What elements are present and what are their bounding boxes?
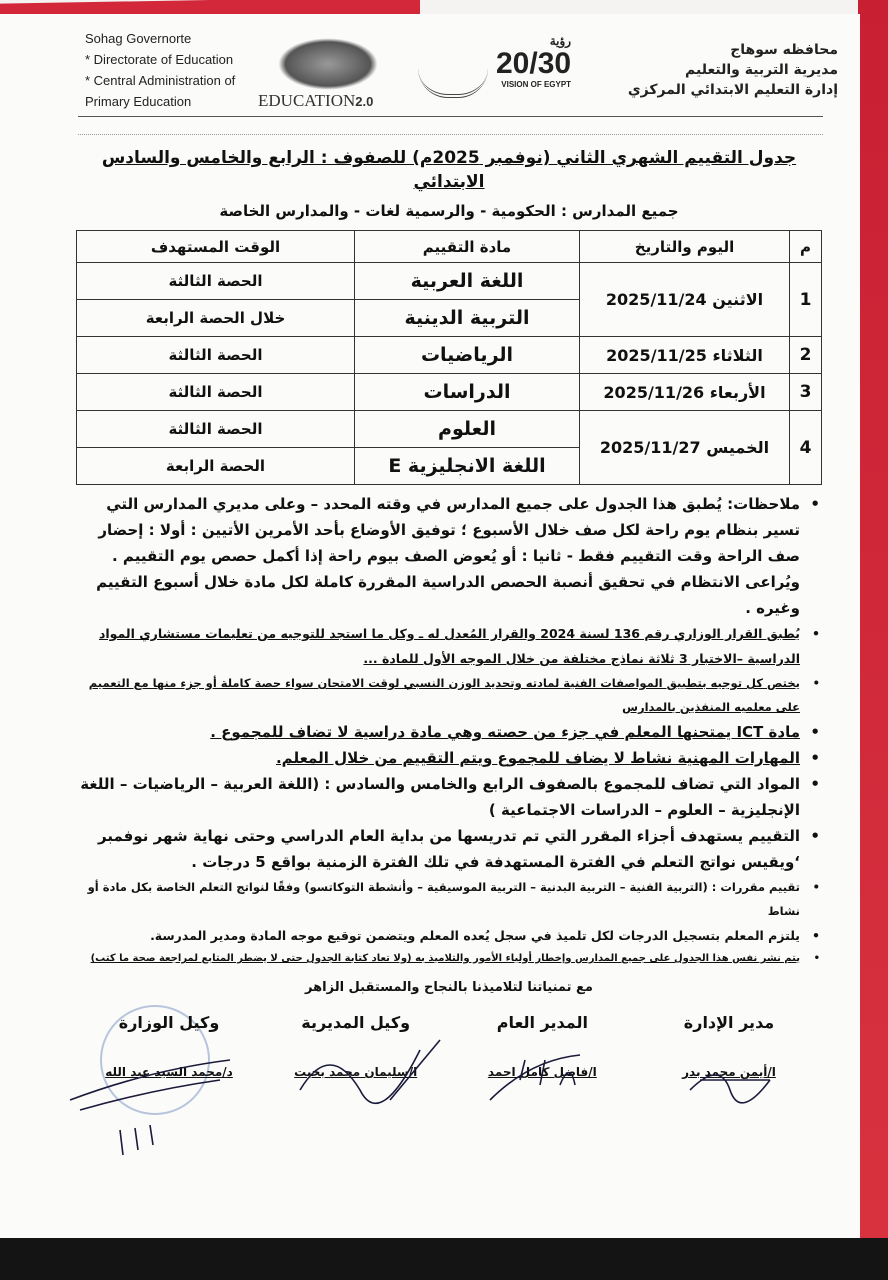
subject: الدراسات (355, 374, 580, 411)
closing-wish: مع تمنياتنا لتلاميذنا بالنجاح والمستقبل الزاهر (305, 980, 593, 995)
signature-block (271, 1012, 441, 1080)
column-header: الوقت المستهدف (77, 231, 355, 263)
subject: الرياضيات (355, 337, 580, 374)
signature-name: ا/أيمن محمد بدر (682, 1065, 776, 1079)
divider (78, 134, 823, 135)
header-line: Primary Education (85, 94, 192, 109)
header-line: مديرية التربية والتعليم (685, 62, 838, 78)
header-arabic (628, 40, 838, 100)
vision-caption: VISION OF EGYPT (501, 80, 572, 89)
row-number: 4 (790, 411, 822, 485)
header-line: محافظه سوهاج (730, 42, 838, 58)
table-row (77, 337, 822, 374)
table-header (77, 231, 822, 263)
table-row (77, 411, 822, 448)
note-item: • يلتزم المعلم بتسجيل الدرجات لكل تلميذ في سجل يُعده المعلم ويتضمن توقيع موجه المادة ومدير المدرسة. (74, 923, 824, 948)
page-subtitle: جميع المدارس : الحكومية - والرسمية لغات - والمدارس الخاصة (219, 202, 679, 220)
signature-block (644, 1012, 814, 1080)
signature-title: وكيل المديرية (301, 1013, 411, 1032)
column-header: اليوم والتاريخ (580, 231, 790, 263)
note-item: • يُطبق القرار الوزاري رقم 136 لسنة 2024 والقرار المُعدل له ـ وكل ما استجد للتوجيه من تعليمات مستشاري المواد الدراسية –الاختبار 3 ثلاثة نماذج مختلفة من خلال الموجه الأول للمادة ... (74, 621, 824, 671)
target-time: الحصة الرابعة (77, 448, 355, 485)
schedule-table (76, 230, 822, 485)
signature-block (84, 1012, 254, 1080)
background-dark-edge (0, 1238, 888, 1280)
vision-2030-logo (496, 34, 571, 90)
target-time: الحصة الثالثة (77, 411, 355, 448)
row-number: 3 (790, 374, 822, 411)
note-item: • ملاحظات: يُطبق هذا الجدول على جميع المدارس في وقته المحدد – وعلى مديري المدارس التي تسير بنظام يوم راحة لكل صف خلال الأسبوع ؛ توفيق الأوضاع بأحد الأمرين الأتيين : أولا : إحضار صف الراحة وقت التقييم فقط - ثانيا : أو يُعوض الصف بيوم راحة إذا أكمل حصص يوم التقييم . ويُراعى الانتظام في تحقيق أنصبة الحصص الدراسية المقررة كاملة لكل مادة خلال أسبوع التقييم وغيره . (74, 491, 824, 621)
day-date: الاثنين 2025/11/24 (580, 263, 790, 337)
notes-list (74, 491, 824, 970)
note-item: • المهارات المهنية نشاط لا يضاف للمجموع ويتم التقييم من خلال المعلم. (74, 745, 824, 771)
note-item: • يختص كل توجيه بتطبيق المواصفات الفنية لمادته وتحديد الوزن النسبي لوقت الامتحان سواء حصة كاملة أو جزء منها مع التعميم على معلميه المنفذين بالمدارس (74, 671, 824, 719)
note-item: • تقييم مقررات : (التربية الفنية – التربية البدنية – التربية الموسيقية – وأنشطة التوكاتسو) وفقًا لنواتج التعلم الخاصة بكل مادة أو نشاط (74, 875, 824, 923)
document-body (74, 146, 824, 1080)
subject: التربية الدينية (355, 300, 580, 337)
subject: اللغة الانجليزية E (355, 448, 580, 485)
table-row (77, 374, 822, 411)
education-logo-photo (278, 38, 378, 90)
subject: اللغة العربية (355, 263, 580, 300)
row-number: 1 (790, 263, 822, 337)
header-line: * Directorate of Education (85, 52, 234, 67)
target-time: الحصة الثالثة (77, 374, 355, 411)
signature-name: د/محمد السيد عبد الله (105, 1065, 233, 1079)
header-line: إدارة التعليم الابتدائي المركزي (627, 82, 838, 98)
column-header: م (790, 231, 822, 263)
header-english (85, 28, 235, 112)
logos (258, 34, 598, 112)
education-logo (258, 91, 373, 112)
signature-name: ا/فاضل كامل احمد (487, 1065, 597, 1079)
header-line: Sohag Governorte (85, 31, 192, 46)
table-row (77, 263, 822, 300)
note-item: • المواد التي تضاف للمجموع بالصفوف الرابع والخامس والسادس : (اللغة العربية – الرياضيات – اللغة الإنجليزية – العلوم – الدراسات الاجتماعية ) (74, 771, 824, 823)
day-date: الثلاثاء 2025/11/25 (580, 337, 790, 374)
education-logo-version: 2.0 (355, 94, 374, 109)
note-item: • التقييم يستهدف أجزاء المقرر التي تم تدريسها من بداية العام الدراسي وحتى نهاية شهر نوفمبر ‘ويقيس نواتج التعلم في الفترة المستهدفة في تلك الفترة الزمنية بواقع 5 درجات . (74, 823, 824, 875)
signature-title: مدير الإدارة (683, 1013, 775, 1032)
vision-year: 20/30 (496, 47, 572, 80)
education-logo-text: EDUCATION (258, 91, 356, 110)
note-item: • يتم نشر نفس هذا الجدول على جميع المدارس وإخطار أولياء الأمور والتلاميذ به (ولا تعاد كتابة الجدول حتى لا يضطر المتابع لمراجعة صحة ما كتب) (74, 948, 824, 970)
signature-block (457, 1012, 627, 1080)
signature-title: وكيل الوزارة (118, 1013, 220, 1032)
background-red-edge (858, 0, 888, 1240)
vision-word: رؤية (549, 34, 572, 48)
signatures (74, 1012, 824, 1080)
divider (78, 116, 823, 117)
signature-name: ا/سليمان محمد بخيت (294, 1065, 418, 1079)
book-torch-logo (418, 48, 488, 98)
day-date: الخميس 2025/11/27 (580, 411, 790, 485)
page-title: جدول التقييم الشهري الثاني (نوفمبر 2025م) للصفوف : الرابع والخامس والسادس الابتدائي (101, 148, 797, 192)
column-header: مادة التقييم (355, 231, 580, 263)
target-time: خلال الحصة الرابعة (77, 300, 355, 337)
target-time: الحصة الثالثة (77, 337, 355, 374)
signature-title: المدير العام (496, 1013, 588, 1032)
header-line: * Central Administration of (85, 73, 236, 88)
subject: العلوم (355, 411, 580, 448)
day-date: الأربعاء 2025/11/26 (580, 374, 790, 411)
target-time: الحصة الثالثة (77, 263, 355, 300)
note-item: • مادة ICT يمتحنها المعلم في جزء من حصته وهي مادة دراسية لا تضاف للمجموع . (74, 719, 824, 745)
row-number: 2 (790, 337, 822, 374)
